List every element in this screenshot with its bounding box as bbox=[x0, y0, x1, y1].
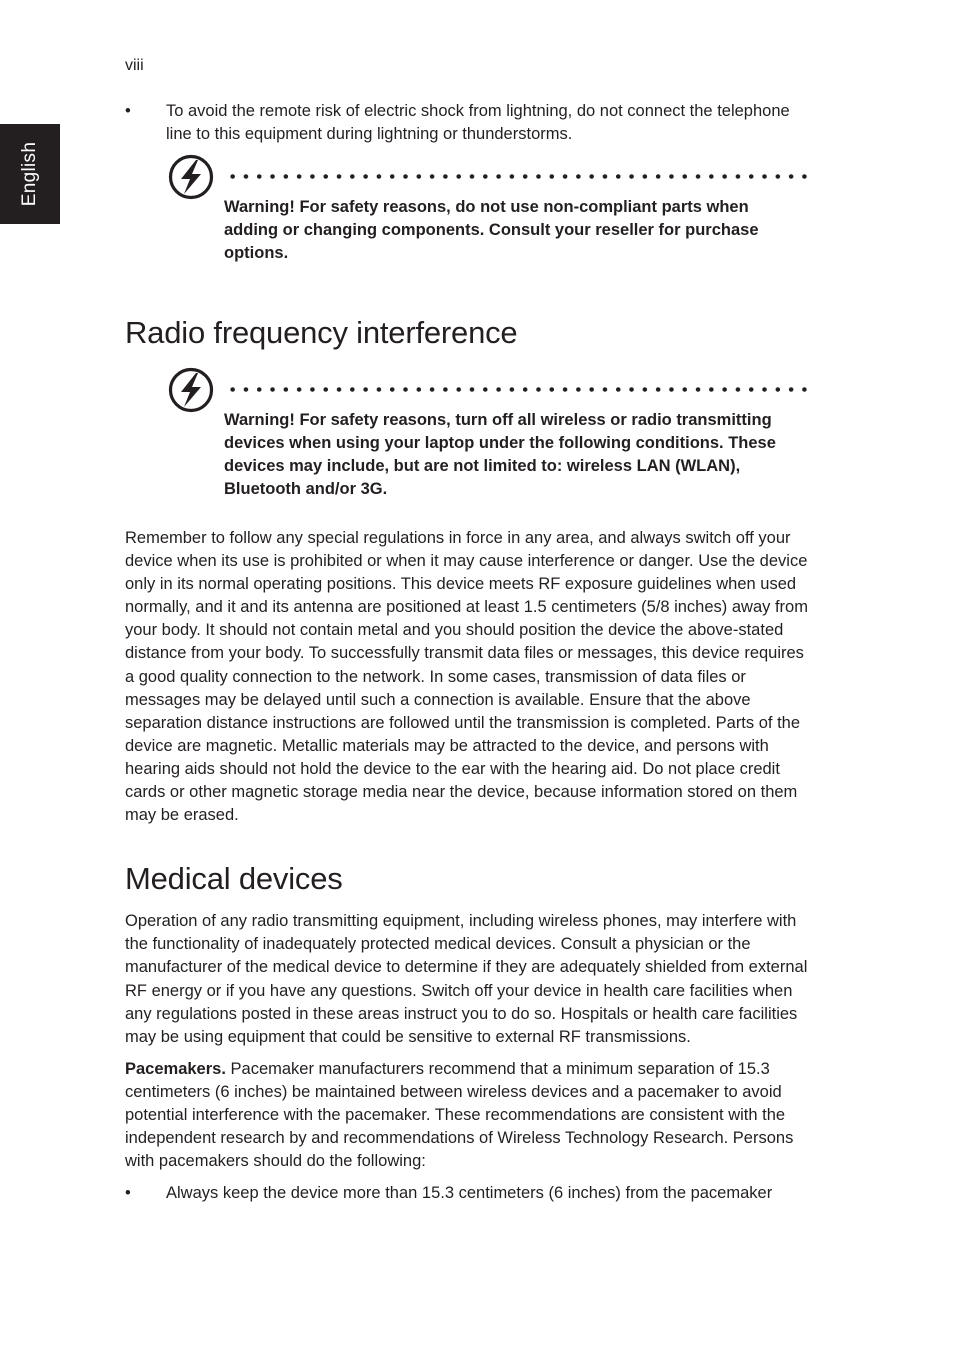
rf-body-paragraph: Remember to follow any special regulations in force in any area, and always switch off your device when its use is prohibited or when it may cause interference or danger. Use the device only in its normal operating positions. This device meets RF exposure guidelines when used normally, and it and its antenna are positioned at least 1.5 centimeters (5/8 inches) away from your body. It should not contain metal and you should position the device the above-stated distance from your body. To successfully transmit data files or messages, this device requires a good quality connection to the network. In some cases, transmission of data files or messages may be delayed until such a connection is available. Ensure that the above separation distance instructions are followed until the transmission is completed. Parts of the device are magnetic. Metallic materials may be attracted to the device, and persons with hearing aids should not hold the device to the ear with the hearing aid. Do not place credit cards or other magnetic storage media near the device, because information stored on them may be erased. bbox=[125, 529, 808, 825]
bullet-text: To avoid the remote risk of electric shock from lightning, do not connect the telephone line to this equipment during lightning or thunderstorms. bbox=[166, 102, 790, 143]
pacemakers-text: Pacemaker manufacturers recommend that a minimum separation of 15.3 centimeters (6 inches) be maintained between wireless devices and a pacemaker to avoid potential interference with the pacemaker. These recommendations are consistent with the independent research by and recommendations of Wireless Technology Research. Persons with pacemakers should do the following: bbox=[125, 1059, 794, 1171]
warning-box bbox=[125, 154, 810, 294]
language-side-tab bbox=[0, 124, 60, 224]
medical-body-paragraph: Operation of any radio transmitting equipment, including wireless phones, may interfere with the functionality of inadequately protected medical devices. Consult a physician or the manufacturer of the medical device to determine if they are adequately shielded from external RF energy or if you have any questions. Switch off your device in health care facilities when any regulations posted in these areas instruct you to do so. Hospitals or health care facilities may be using equipment that could be sensitive to external RF transmissions. bbox=[125, 912, 808, 1046]
warning-dotted-rule bbox=[226, 387, 810, 392]
warning-text: Warning! For safety reasons, turn off all wireless or radio transmitting devices when using your laptop under the following conditions. These devices may include, but are not limited to: wireless LAN (WLAN), Bluetooth and/or 3G. bbox=[224, 411, 776, 498]
list-item bbox=[125, 1182, 810, 1205]
warning-text: Warning! For safety reasons, do not use non-compliant parts when adding or changing components. Consult your reseller for purchase options. bbox=[224, 198, 759, 262]
language-tab-label: English bbox=[19, 141, 40, 207]
page-number: viii bbox=[125, 57, 144, 74]
warning-lightning-icon bbox=[168, 154, 214, 200]
list-item bbox=[125, 100, 810, 146]
section-heading-medical: Medical devices bbox=[125, 861, 343, 897]
warning-dotted-rule bbox=[226, 174, 810, 179]
section-heading-rf: Radio frequency interference bbox=[125, 315, 518, 350]
page-content bbox=[125, 100, 810, 1205]
warning-lightning-icon bbox=[168, 367, 214, 413]
warning-box bbox=[125, 367, 810, 527]
bullet-text: Always keep the device more than 15.3 centimeters (6 inches) from the pacemaker bbox=[166, 1184, 773, 1203]
bullet-marker: • bbox=[125, 1184, 131, 1203]
pacemakers-label: Pacemakers. bbox=[125, 1059, 226, 1078]
pacemakers-paragraph bbox=[125, 1058, 810, 1173]
bullet-marker: • bbox=[125, 102, 131, 120]
